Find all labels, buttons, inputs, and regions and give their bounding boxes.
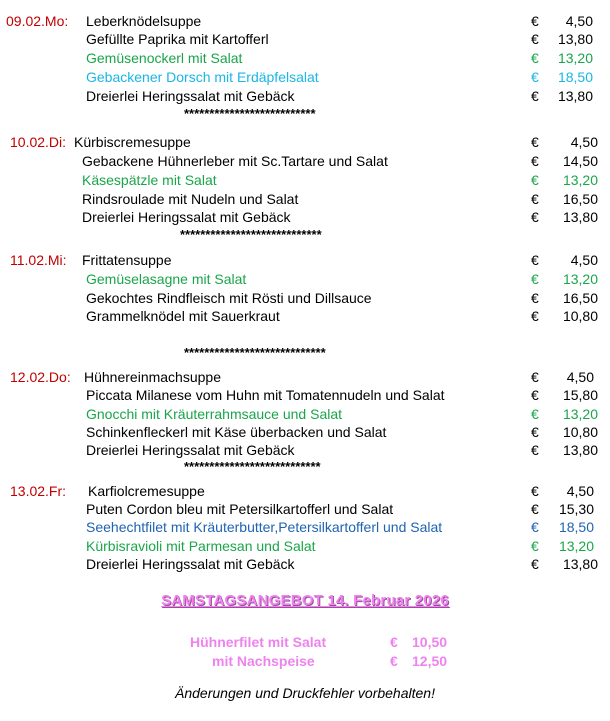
menu-row [0,500,594,518]
dish-price: 10,80 [562,308,598,324]
dish-price: 18,50 [558,519,594,535]
currency-symbol: € [390,634,398,650]
menu-row [0,251,598,269]
dish-name: Frittatensuppe [82,252,172,268]
currency-symbol: € [390,653,398,669]
saturday-offer-name: Hühnerfilet mit Salat [190,634,327,650]
dish-name: Gemüsenockerl mit Salat [86,50,243,66]
currency-symbol: € [531,556,539,572]
dish-price: 13,80 [562,209,598,225]
menu-row [0,423,598,441]
menu-row [0,368,594,386]
dish-price: 13,20 [562,271,598,287]
dish-price: 14,50 [562,153,598,169]
day-label: 11.02.Mi: [10,252,67,268]
separator: **************************** [184,345,326,360]
dish-price: 18,50 [557,69,593,85]
dish-price: 13,80 [557,31,593,47]
dish-name: Karfiolcremesuppe [88,483,205,499]
dish-price: 13,20 [558,538,594,554]
dish-name: Hühnereinmachsuppe [84,369,221,385]
dish-name: Dreierlei Heringssalat mit Gebäck [86,556,295,572]
dish-name: Dreierlei Heringssalat mit Gebäck [86,88,295,104]
menu-row [0,30,593,48]
dish-price: 4,50 [566,483,594,499]
dish-name: Piccata Milanese vom Huhn mit Tomatennudeln und Salat [86,387,445,403]
saturday-offer-name: mit Nachspeise [212,653,315,669]
currency-symbol: € [531,271,539,287]
dish-price: 13,80 [562,556,598,572]
dish-price: 10,80 [562,424,598,440]
dish-price: 15,30 [558,501,594,517]
currency-symbol: € [531,88,539,104]
dish-name: Puten Cordon bleu mit Petersilkartofferl und Salat [86,501,394,517]
dish-name: Seehechtfilet mit Kräuterbutter,Petersilkartofferl und Salat [86,519,443,535]
currency-symbol: € [531,442,539,458]
currency-symbol: € [531,31,539,47]
separator: **************************** [180,227,322,242]
dish-name: Gefüllte Paprika mit Kartofferl [86,31,269,47]
day-label: 09.02.Mo: [6,13,69,29]
currency-symbol: € [531,69,539,85]
dish-name: Dreierlei Heringssalat mit Gebäck [82,209,291,225]
currency-symbol: € [531,13,539,29]
disclaimer: Änderungen und Druckfehler vorbehalten! [175,685,435,701]
menu-row [0,270,598,288]
menu-row [0,555,598,573]
dish-name: Gnocchi mit Kräuterrahmsauce und Salat [86,406,343,422]
dish-name: Kürbiscremesuppe [74,134,191,150]
day-label: 13.02.Fr: [10,483,67,499]
dish-price: 15,80 [562,387,598,403]
dish-price: 4,50 [570,252,598,268]
dish-name: Schinkenfleckerl mit Käse überbacken und Salat [86,424,387,440]
saturday-offer-price: 10,50 [412,634,448,650]
menu-row [0,12,593,30]
menu-row [0,87,593,105]
currency-symbol: € [531,501,539,517]
menu-row [0,405,598,423]
currency-symbol: € [531,406,539,422]
dish-name: Grammelknödel mit Sauerkraut [86,308,280,324]
dish-price: 4,50 [570,134,598,150]
menu-row [0,68,593,86]
dish-price: 13,20 [557,50,593,66]
menu-row [0,49,593,67]
separator: *************************** [184,459,321,474]
dish-price: 13,80 [562,442,598,458]
dish-price: 4,50 [565,13,593,29]
dish-name: Gebackene Hühnerleber mit Sc.Tartare und Salat [82,153,388,169]
saturday-offer-title: SAMSTAGSANGEBOT 14. Februar 2026 [161,592,449,609]
dish-price: 4,50 [566,369,594,385]
currency-symbol: € [531,483,539,499]
dish-name: Rindsroulade mit Nudeln und Salat [82,191,299,207]
menu-row [0,518,594,536]
menu-row [0,152,598,170]
currency-symbol: € [531,153,539,169]
dish-price: 16,50 [562,290,598,306]
dish-name: Kürbisravioli mit Parmesan und Salat [86,538,316,554]
currency-symbol: € [531,424,539,440]
dish-name: Gemüselasagne mit Salat [86,271,247,287]
day-label: 12.02.Do: [10,369,71,385]
menu-row [0,537,594,555]
menu-row [0,289,598,307]
currency-symbol: € [531,387,539,403]
currency-symbol: € [531,134,539,150]
dish-name: Gekochtes Rindfleisch mit Rösti und Dillsauce [86,290,372,306]
dish-price: 16,50 [562,191,598,207]
currency-symbol: € [531,538,539,554]
menu-row [0,441,598,459]
dish-name: Leberknödelsuppe [86,13,202,29]
currency-symbol: € [531,369,539,385]
saturday-offer-price: 12,50 [412,653,448,669]
currency-symbol: € [531,191,539,207]
dish-name: Gebackener Dorsch mit Erdäpfelsalat [86,69,319,85]
currency-symbol: € [531,308,539,324]
dish-name: Käsespätzle mit Salat [82,172,217,188]
dish-price: 13,20 [562,172,598,188]
currency-symbol: € [531,172,539,188]
menu-row [0,190,598,208]
menu-row [0,133,598,151]
day-label: 10.02.Di: [10,134,67,150]
menu-row [0,208,598,226]
dish-price: 13,80 [557,88,593,104]
currency-symbol: € [531,290,539,306]
menu-row [0,482,594,500]
menu-row [0,171,598,189]
menu-row [0,386,598,404]
separator: ************************** [184,106,316,121]
currency-symbol: € [531,50,539,66]
dish-price: 13,20 [562,406,598,422]
menu-row [0,307,598,325]
currency-symbol: € [531,209,539,225]
dish-name: Dreierlei Heringssalat mit Gebäck [86,442,295,458]
currency-symbol: € [531,519,539,535]
currency-symbol: € [531,252,539,268]
